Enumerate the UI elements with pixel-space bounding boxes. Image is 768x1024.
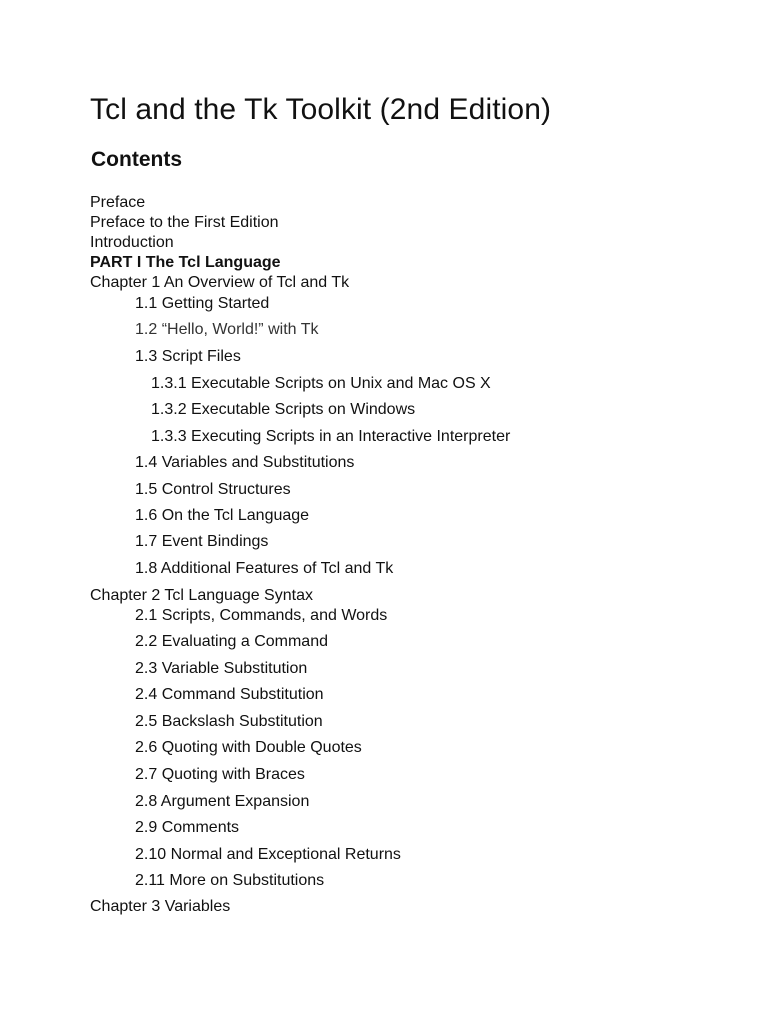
toc-part-1[interactable]: PART I The Tcl Language — [90, 254, 281, 271]
toc-chapter-1[interactable]: Chapter 1 An Overview of Tcl and Tk — [90, 274, 350, 291]
toc-section-1-7[interactable]: 1.7 Event Bindings — [135, 533, 269, 550]
toc-section-1-8[interactable]: 1.8 Additional Features of Tcl and Tk — [135, 560, 394, 577]
toc-section-1-3[interactable]: 1.3 Script Files — [135, 348, 241, 365]
toc-section-2-7[interactable]: 2.7 Quoting with Braces — [135, 766, 305, 783]
toc-section-1-3-2[interactable]: 1.3.2 Executable Scripts on Windows — [151, 401, 416, 418]
toc-section-1-1[interactable]: 1.1 Getting Started — [135, 295, 270, 312]
toc-entry-preface[interactable]: Preface — [90, 194, 146, 211]
document-title: Tcl and the Tk Toolkit (2nd Edition) — [90, 93, 552, 126]
toc-entry-introduction[interactable]: Introduction — [90, 234, 174, 251]
toc-section-1-3-3[interactable]: 1.3.3 Executing Scripts in an Interactive Interpreter — [151, 428, 511, 445]
toc-section-2-8[interactable]: 2.8 Argument Expansion — [135, 793, 310, 810]
toc-section-2-11[interactable]: 2.11 More on Substitutions — [135, 872, 325, 889]
toc-section-1-3-1[interactable]: 1.3.1 Executable Scripts on Unix and Mac OS X — [151, 375, 491, 392]
contents-heading: Contents — [91, 148, 182, 171]
toc-section-1-2[interactable]: 1.2 “Hello, World!” with Tk — [135, 321, 319, 338]
toc-section-2-4[interactable]: 2.4 Command Substitution — [135, 686, 324, 703]
toc-section-2-10[interactable]: 2.10 Normal and Exceptional Returns — [135, 846, 401, 863]
toc-chapter-3[interactable]: Chapter 3 Variables — [90, 898, 231, 915]
toc-section-2-1[interactable]: 2.1 Scripts, Commands, and Words — [135, 607, 388, 624]
toc-entry-preface-first-edition[interactable]: Preface to the First Edition — [90, 214, 279, 231]
toc-section-2-3[interactable]: 2.3 Variable Substitution — [135, 660, 308, 677]
toc-chapter-2[interactable]: Chapter 2 Tcl Language Syntax — [90, 587, 313, 604]
toc-section-1-4[interactable]: 1.4 Variables and Substitutions — [135, 454, 355, 471]
toc-section-2-2[interactable]: 2.2 Evaluating a Command — [135, 633, 328, 650]
toc-section-1-6[interactable]: 1.6 On the Tcl Language — [135, 507, 310, 524]
toc-section-2-9[interactable]: 2.9 Comments — [135, 819, 240, 836]
toc-section-1-5[interactable]: 1.5 Control Structures — [135, 481, 291, 498]
toc-section-2-5[interactable]: 2.5 Backslash Substitution — [135, 713, 323, 730]
toc-section-2-6[interactable]: 2.6 Quoting with Double Quotes — [135, 739, 362, 756]
